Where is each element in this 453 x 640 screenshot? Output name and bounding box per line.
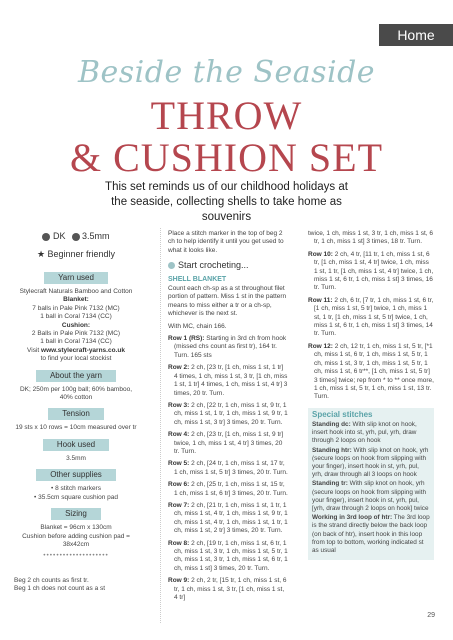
row-label: Row 4: [168,431,190,439]
section-intro: Count each ch-sp as a st throughout filet portion of pattern. Miss 1 st in the pattern means to miss either a tr or a ch-sp, whichever is the next st. [168,285,287,318]
sizing-heading: Sizing [51,508,101,520]
row-label: Row 10: [308,250,333,258]
row-list [308,251,434,402]
row-label: Row 11: [308,296,333,304]
row-label: Row 5: [168,460,190,468]
pattern-row [308,297,434,339]
pattern-row [312,480,430,513]
bullet-icon [168,262,175,269]
row-instructions: 2 ch, [25 tr, 1 ch, miss 1 st, 15 tr, 1 ch, miss 1 st, 6 tr] 3 times, 20 tr. Turn. [174,481,288,497]
skill-level: ★ Beginner friendly [36,249,116,259]
row-label: Row 3: [168,401,190,409]
row-instructions: 2 ch, 6 tr, [7 tr, 1 ch, miss 1 st, 6 tr, [1 ch, miss 1 st, 5 tr] twice, 1 ch, miss 1 st, 1 tr, [1 ch, miss 1 st, 5 tr] twice, 1 ch, miss 1 st, 6 tr, 1 ch, miss 1 st] 3 times, 14 tr. Turn. [314,296,434,338]
row-instructions: 2 ch, [21 tr, 1 ch, miss 1 st, 1 tr, 1 ch, miss 1 st, 4 tr, 1 ch, miss 1 st, 9 tr, 1 ch, miss 1 st, 4 tr, 1 ch, miss 1 st, 1 tr, 1 ch, miss 1 st, 2 tr] 3 times, 20 tr. Turn. [174,501,288,535]
row-label: Row 12: [308,342,333,350]
page-number: 29 [427,612,435,619]
visit-prefix: Visit [27,346,42,354]
dotted-divider: •••••••••••••••••••• [43,552,109,560]
tension-heading: Tension [48,408,104,420]
pattern-row [312,447,430,480]
row-label: Row 7: [168,501,190,509]
note: Beg 1 ch does not count as a st [14,585,106,593]
pattern-row [312,514,430,555]
row-instructions: 2 ch, 2 tr, [15 tr, 1 ch, miss 1 st, 6 tr, 1 ch, miss 1 st, 3 tr, [1 ch, miss 1 st, 4 tr] [174,577,287,602]
blanket-yarn-2: 1 ball in Coral 7134 (CC) [40,313,112,321]
pattern-column-3 [308,230,434,560]
yarn-weight: DK [52,231,66,241]
hook-size: 3.5mm [82,231,110,241]
row-label: Row 9: [168,577,190,585]
row-instructions: 2 ch, [19 tr, 1 ch, miss 1 st, 6 tr, 1 ch, miss 1 st, 3 tr, 1 ch, miss 1 st, 5 tr, 1 ch, miss 1 st, 3 tr, 1 ch, miss 1 st, 6 tr, 1 ch, miss 1 st] 3 times, 20 tr. Turn. [174,539,288,572]
row-label: Standing htr: [312,446,352,454]
sizing-blanket: Blanket = 96cm x 130cm [40,524,112,532]
note: Beg 2 ch counts as first tr. [14,576,89,584]
pattern-row [168,481,288,498]
cushion-yarn-1: 2 Balls in Pale Pink 7132 (MC) [31,330,121,338]
pattern-row [168,577,288,602]
pattern-row [168,431,288,456]
title-line-2: & CUSHION SET [69,135,384,180]
row-instructions: The 3rd loop is the strand directly below the back loop (on back of htr), insert hook in this loop from top to bottom, working indicated st as usual [312,514,430,554]
pattern-row [168,364,288,398]
other-supplies-heading: Other supplies [36,469,116,481]
row-instructions: With slip knot on hook, yrh (secure loops on hook from slipping with your finger), insert hook in st, yrh, pul, [yrh, draw through 2 loops on hook] twice [312,480,429,512]
start-heading [168,261,288,269]
cushion-label: Cushion: [61,321,91,329]
blanket-yarn-1: 7 balls in Pale Pink 7132 (MC) [32,304,120,312]
row-instructions: 2 ch, 12 tr, 1 ch, miss 1 st, 5 tr, [*1 ch, miss 1 st, 6 tr, 1 ch, miss 1 st, 5 tr, 1 ch, miss 1 st, 3 tr, 1 ch, miss 1 st, 5 tr, 1 ch, miss 1 st, 6 tr**, [1 ch, miss 1 st, 5 tr] 3 times] twice; rep from * to ** once more, 1 ch, miss 1 st, 5 tr, 1 ch, miss 1 st, 13 tr. Turn. [314,342,434,401]
about-yarn-heading: About the yarn [36,370,116,382]
row-label: Working in 3rd loop of htr: [312,514,393,522]
hook-icon [72,233,80,241]
supply-item: • 8 stitch markers [51,485,101,493]
section-title: SHELL BLANKET [168,275,227,283]
row-instructions: 2 ch, 4 tr, [11 tr, 1 ch, miss 1 st, 6 tr, [1 ch, miss 1 st, 4 tr] twice, 1 ch, miss 1 st, 1 tr, [1 ch, miss 1 st, 4 tr] twice, 1 ch, miss 1 st, 6 tr, 1 ch, miss 1 st] 3 times, 16 tr. Turn. [314,250,434,292]
sizing-cushion: Cushion before adding cushion pad = 38x42cm [22,532,130,548]
row-instructions: 2 ch, [23 tr, [1 ch, miss 1 st, 1 tr] 4 times, 1 ch, miss 1 st, 3 tr, [1 ch, miss 1 st, 1 tr] 4 times, 1 ch, miss 1 st, 4 tr] 3 times, 20 tr. Turn. [174,364,288,397]
stockist-link[interactable]: www.stylecraft-yarns.co.uk [41,346,125,354]
visit-suffix: to find your local stockist [40,355,112,363]
sidebar [14,230,138,594]
tension: 19 sts x 10 rows = 10cm measured over tr [15,424,137,432]
start-heading-text: Start crocheting... [178,260,249,271]
special-stitches-title: Special stitches [312,409,373,419]
row-instructions: 2 ch, [22 tr, 1 ch, miss 1 st, 9 tr, 1 ch, miss 1 st, 1 tr, 1 ch, miss 1 st, 9 tr, 1 ch, miss 1 st, 3 tr] 3 times, 20 tr. Turn. [174,401,288,426]
pattern-column-2 [168,230,288,606]
yarn-meta [14,230,138,243]
hook-heading: Hook used [43,439,109,451]
row-instructions: With slip knot on hook, insert hook into st, yrh, pul, yrh, draw through 2 loops on hook [312,420,417,445]
row-list [168,335,288,602]
pattern-row [168,335,288,360]
marker-note: Place a stitch marker in the top of beg 2 ch to help identify it until you get used to what it looks like. [168,230,284,254]
row-instructions: With slip knot on hook, yrh (secure loops on hook from slipping with your finger), insert hook in st, yrh, pul, yrh, draw through all 3 loops on hook [312,446,429,479]
row-label: Row 2: [168,364,190,372]
intro-text: This set reminds us of our childhood holidays at the seaside, collecting shells to take home as souvenirs [105,181,348,223]
yarn-used-heading: Yarn used [44,272,108,284]
pattern-row [168,402,288,427]
row-label: Standing dc: [312,420,351,428]
row-instructions: Starting in 3rd ch from hook (missed chs count as first tr), 164 tr. Turn. 165 sts [174,335,287,359]
row-instructions: 2 ch, [23 tr, [1 ch, miss 1 st, 9 tr] twice, 1 ch, miss 1 st, 4 tr] 3 times, 20 tr. Turn. [174,431,284,455]
row-label: Row 8: [168,539,190,547]
title-script: Beside the Seaside [77,55,376,90]
row-continuation: twice, 1 ch, miss 1 st, 3 tr, 1 ch, miss 1 st, 6 tr, 1 ch, miss 1 st] 3 times, 18 tr. Turn. [308,230,433,246]
pattern-row [312,421,430,446]
row-label: Standing tr: [312,480,348,488]
pattern-row [168,502,288,536]
yarn-used: Stylecraft Naturals Bamboo and Cotton [19,288,133,295]
blanket-label: Blanket: [63,296,89,304]
column-divider [160,228,161,623]
foundation-chain: With MC, chain 166. [168,322,227,330]
about-yarn: DK; 250m per 100g ball; 60% bamboo, 40% cotton [19,385,132,402]
yarn-weight-icon [42,233,50,241]
row-label: Row 6: [168,481,190,489]
pattern-row [168,460,288,477]
hook-used: 3.5mm [66,454,86,462]
pattern-row [168,540,288,574]
home-tab[interactable]: Home [379,24,453,46]
cushion-yarn-2: 1 ball in Coral 7134 (CC) [40,338,112,346]
title-line-1: THROW [150,93,303,138]
special-stitches-list [312,421,430,555]
special-stitches-box [308,408,434,560]
pattern-row [308,343,434,402]
pattern-row [308,251,434,293]
row-instructions: 2 ch, [24 tr, 1 ch, miss 1 st, 17 tr, 1 ch, miss 1 st, 5 tr] 3 times, 20 tr. Turn. [174,460,288,476]
row-label: Row 1 (RS): [168,335,205,343]
supply-item: • 35.5cm square cushion pad [34,493,118,501]
